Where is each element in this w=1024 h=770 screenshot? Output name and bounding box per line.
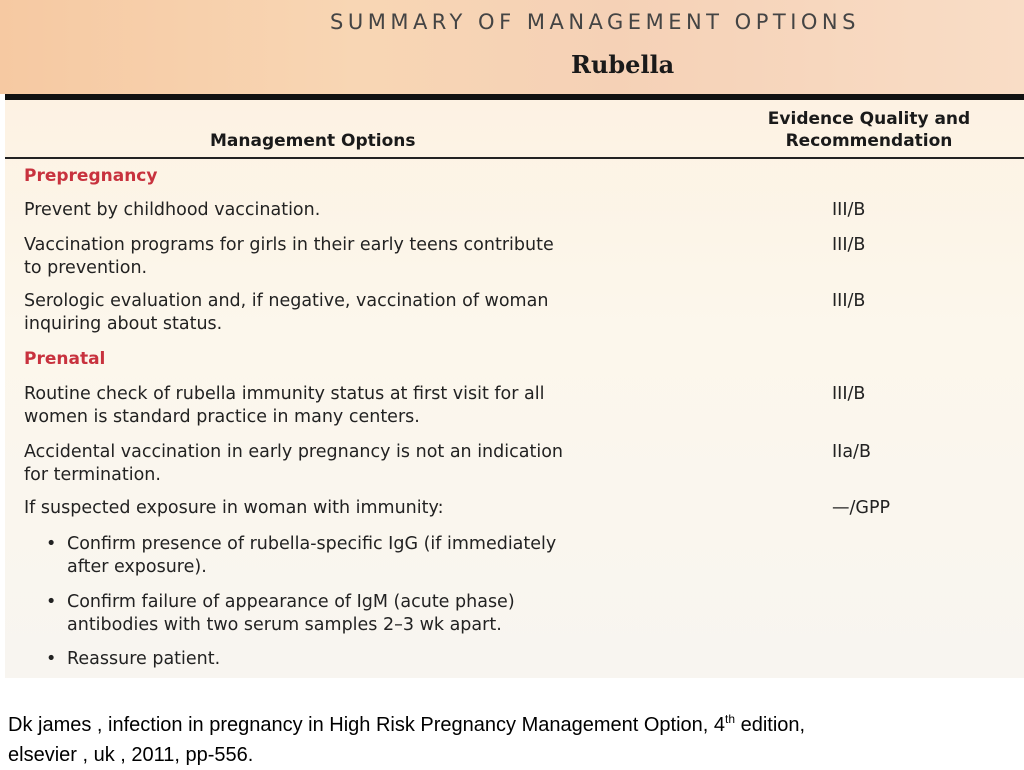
row-text-line1: Prevent by childhood vaccination. [24,200,321,220]
column-header-options: Management Options [210,131,416,151]
row-grade: III/B [832,291,866,311]
bullet-icon: • [46,592,57,612]
bullet-text-line1: Confirm presence of rubella-specific IgG (if immediately [67,534,557,554]
table-row [24,199,320,222]
citation-superscript: th [725,712,736,726]
row-text-line2: for termination. [24,465,161,485]
column-header-evidence-line1: Evidence Quality and [767,109,971,129]
bullet-text-line1: Confirm failure of appearance of IgM (acute phase) [67,592,515,612]
citation-line2: elsevier , uk , 2011, pp-556. [8,744,254,766]
table-row [24,234,554,280]
row-grade: III/B [832,235,866,255]
row-text-line2: inquiring about status. [24,314,223,334]
section-title-prepregnancy: Prepregnancy [24,166,158,186]
table-row [24,497,443,520]
section-title-prenatal: Prenatal [24,349,106,369]
row-text-line2: women is standard practice in many centers. [24,407,420,427]
row-text-line2: to prevention. [24,258,148,278]
row-text-line1: Vaccination programs for girls in their early teens contribute [24,235,554,255]
table-row [24,290,548,336]
citation-text: Dk james , infection in pregnancy in High Risk Pregnancy Management Option, 4 [8,714,726,736]
row-text-line1: Serologic evaluation and, if negative, vaccination of woman [24,291,549,311]
row-grade: III/B [832,200,866,220]
row-text-line1: Accidental vaccination in early pregnancy is not an indication [24,442,563,462]
citation-line1 [8,704,805,740]
row-grade: III/B [832,384,866,404]
citation [8,704,805,770]
row-text-line1: Routine check of rubella immunity status at first visit for all [24,384,545,404]
bullet-text-line2: antibodies with two serum samples 2–3 wk apart. [67,615,502,635]
row-text-line1: If suspected exposure in woman with immunity: [24,498,444,518]
table-row [24,383,544,429]
citation-text-end: edition, [735,714,806,736]
title-banner [0,0,1024,94]
row-grade: —/GPP [832,498,891,518]
bullet-icon: • [46,649,57,669]
bullet-text-line1: Reassure patient. [67,649,221,669]
column-header-evidence-line2: Recommendation [785,131,953,151]
banner-subtitle: Rubella [571,50,675,79]
row-grade: IIa/B [832,442,871,462]
column-header-divider [5,157,1024,159]
banner-title: SUMMARY OF MANAGEMENT OPTIONS [330,10,860,34]
bullet-text-line2: after exposure). [67,557,207,577]
table-row [24,441,563,487]
bullet-icon: • [46,534,57,554]
